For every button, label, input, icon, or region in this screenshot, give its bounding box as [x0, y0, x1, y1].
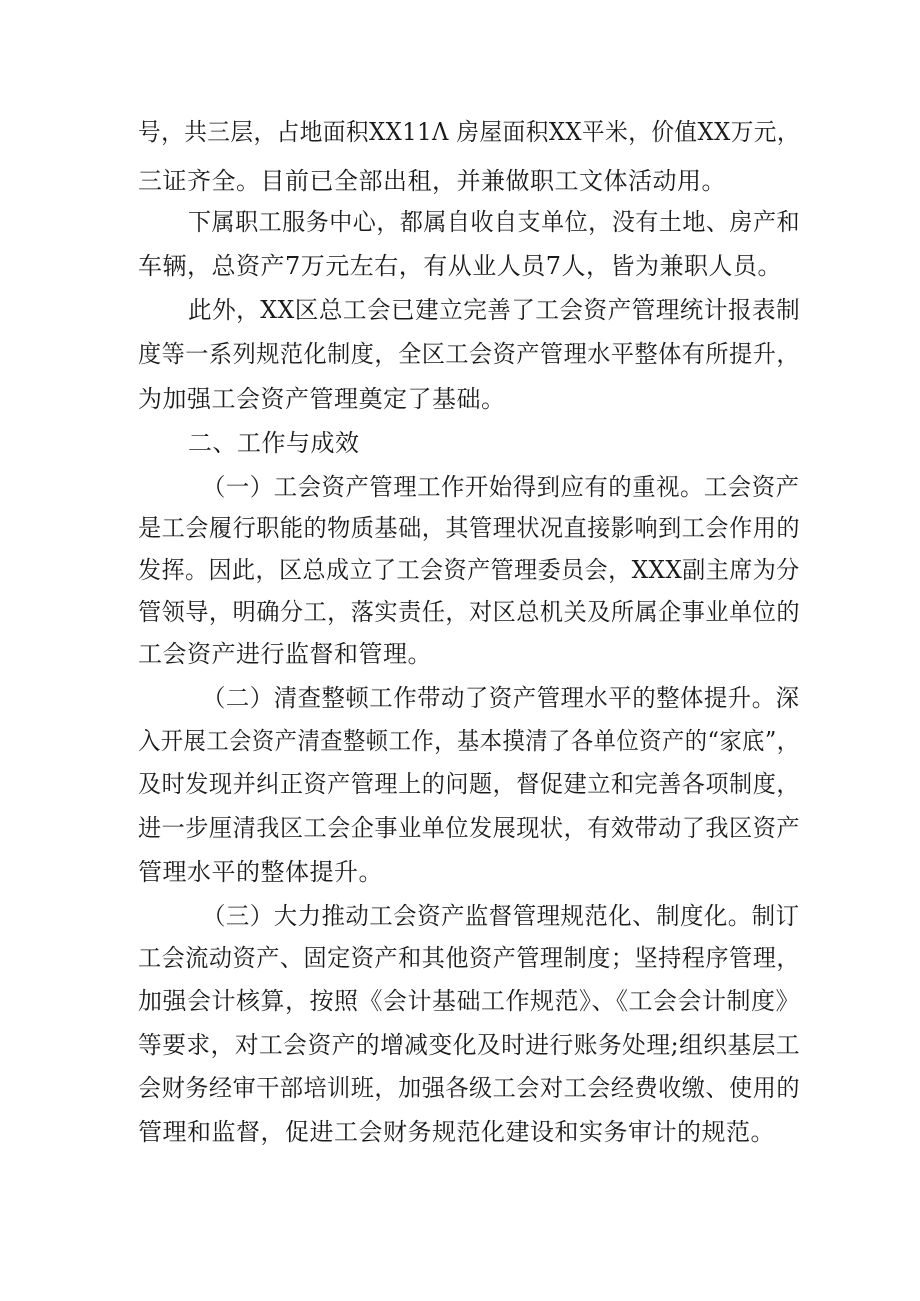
paragraph-2-line-2: 车辆，总资产7万元左右，有从业人员7人，皆为兼职人员。 — [138, 252, 783, 280]
paragraph-2-line-1: 下属职工服务中心，都属自收自支单位，没有土地、房产和 — [188, 208, 801, 236]
paragraph-1-line-1: 号，共三层，占地面积XX11Λ 房屋面积XX平米，价值XX万元， — [138, 118, 801, 146]
paragraph-6-line-6: 管理和监督，促进工会财务规范化建设和实务审计的规范。 — [138, 1118, 775, 1146]
section-heading: 二、工作与成效 — [188, 429, 360, 457]
paragraph-6-line-3: 加强会计核算，按照《会计基础工作规范》、《工会会计制度》 — [138, 987, 800, 1015]
paragraph-5-line-2: 入开展工会资产清查整顿工作，基本摸清了各单位资产的“家底”， — [138, 727, 800, 755]
paragraph-3-line-3: 为加强工会资产管理奠定了基础。 — [138, 385, 506, 413]
paragraph-3-line-2: 度等一系列规范化制度，全区工会资产管理水平整体有所提升， — [138, 340, 800, 368]
paragraph-4-line-2: 是工会履行职能的物质基础，其管理状况直接影响到工会作用的 — [138, 514, 800, 542]
paragraph-1-line-2: 三证齐全。目前已全部出租，并兼做职工文体活动用。 — [138, 167, 726, 195]
paragraph-5-line-5: 管理水平的整体提升。 — [138, 858, 383, 886]
paragraph-5-line-4: 进一步厘清我区工会企事业单位发展现状，有效带动了我区资产 — [138, 814, 800, 842]
paragraph-4-line-3: 发挥。因此，区总成立了工会资产管理委员会，XXX副主席为分 — [138, 556, 800, 584]
paragraph-6-line-1: （三）大力推动工会资产监督管理规范化、制度化。制订 — [202, 902, 800, 930]
paragraph-5-line-1: （二）清查整顿工作带动了资产管理水平的整体提升。深 — [202, 684, 800, 712]
paragraph-4-line-1: （一）工会资产管理工作开始得到应有的重视。工会资产 — [202, 473, 800, 501]
paragraph-6-line-5: 会财务经审干部培训班，加强各级工会对工会经费收缴、使用的 — [138, 1074, 800, 1102]
paragraph-5-line-3: 及时发现并纠正资产管理上的问题，督促建立和完善各项制度， — [138, 770, 800, 798]
paragraph-4-line-4: 管领导，明确分工，落实责任，对区总机关及所属企事业单位的 — [138, 598, 800, 626]
paragraph-6-line-4: 等要求，对工会资产的增减变化及时进行账务处理;组织基层工 — [138, 1031, 801, 1059]
paragraph-4-line-5: 工会资产进行监督和管理。 — [138, 640, 432, 668]
paragraph-6-line-2: 工会流动资产、固定资产和其他资产管理制度；坚持程序管理， — [138, 944, 800, 972]
paragraph-3-line-1: 此外，XX区总工会已建立完善了工会资产管理统计报表制 — [188, 296, 801, 324]
